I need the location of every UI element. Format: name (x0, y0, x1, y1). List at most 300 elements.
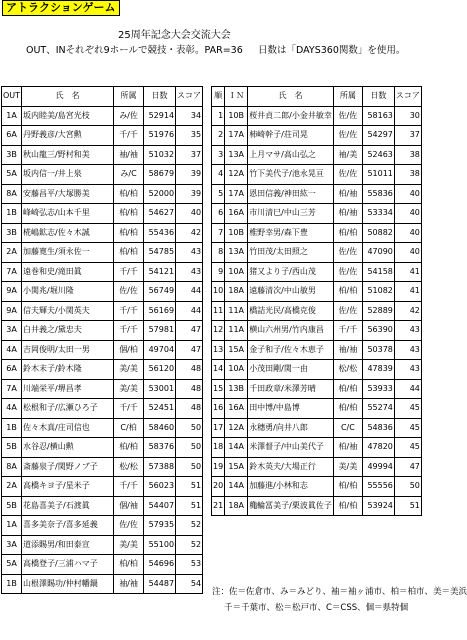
table-cell: 安藤昌平/大塚勝美 (22, 184, 114, 204)
table-row (212, 126, 422, 146)
table-cell: 1A (2, 106, 22, 126)
table-row (2, 243, 203, 263)
table-row (2, 126, 203, 146)
table-cell: 38 (394, 165, 421, 185)
table-cell: 17 (212, 418, 225, 438)
table-cell: 43 (394, 321, 421, 341)
column-header: スコア (176, 87, 203, 107)
table-cell: 57981 (144, 321, 176, 341)
legend-line-1: 注：佐＝佐倉市、み＝みどり、袖＝袖ヶ浦市、柏＝柏市、美＝美浜 (212, 587, 467, 597)
table-cell: 美/美 (333, 457, 362, 477)
table-cell: 17A (225, 184, 248, 204)
table-cell: 柏/柏 (114, 438, 144, 458)
table-cell: 柏/柏 (114, 184, 144, 204)
table-cell: 13A (225, 145, 248, 165)
table-cell: 1 (212, 106, 225, 126)
table-cell: 桜井貞二郎/小金井敏幸 (248, 106, 334, 126)
table-row (2, 438, 203, 458)
table-row (2, 360, 203, 380)
table-cell: 柏/袖 (333, 184, 362, 204)
out-results-table (1, 86, 203, 594)
table-cell: 56023 (144, 477, 176, 497)
table-cell: 43 (176, 262, 203, 282)
table-cell: 52914 (144, 106, 176, 126)
table-cell: 千/千 (114, 126, 144, 146)
table-cell: 1A (2, 516, 22, 536)
table-cell: 13B (225, 379, 248, 399)
table-cell: 50882 (362, 223, 394, 243)
table-cell: 金子和子/佐々木恵子 (248, 340, 334, 360)
table-cell: 43 (394, 340, 421, 360)
table-cell: 柏/柏 (114, 223, 144, 243)
table-row (2, 262, 203, 282)
table-cell: 58376 (144, 438, 176, 458)
table-row (2, 399, 203, 419)
table-cell: 9A (2, 301, 22, 321)
table-cell: 千/千 (333, 321, 362, 341)
table-cell: 6 (212, 204, 225, 224)
table-row (2, 555, 203, 575)
table-row (2, 418, 203, 438)
table-cell: 18A (225, 496, 248, 516)
table-row (2, 223, 203, 243)
table-cell: 11A (225, 301, 248, 321)
table-cell: 美/美 (114, 379, 144, 399)
table-cell: 56120 (144, 360, 176, 380)
table-row (2, 477, 203, 497)
table-row (212, 262, 422, 282)
table-cell: 54696 (144, 555, 176, 575)
table-cell: 山根澤賜功/仲村幡鍋 (22, 574, 114, 594)
table-row (212, 204, 422, 224)
table-cell: 54 (176, 574, 203, 594)
table-cell: 51032 (144, 145, 176, 165)
table-cell: 12A (225, 165, 248, 185)
table-cell: 15 (212, 379, 225, 399)
table-cell: 8 (212, 243, 225, 263)
table-cell: 30 (394, 106, 421, 126)
table-row (2, 204, 203, 224)
table-cell: 千/千 (114, 477, 144, 497)
table-cell: 7A (2, 262, 22, 282)
table-cell: 42 (394, 301, 421, 321)
table-cell: 柏/柏 (333, 399, 362, 419)
table-cell: 55274 (362, 399, 394, 419)
table-cell: 51 (394, 496, 421, 516)
column-header: ＩＮ (225, 87, 248, 107)
table-cell: 51082 (362, 282, 394, 302)
table-row (2, 574, 203, 594)
table-cell: 49704 (144, 340, 176, 360)
table-row (212, 399, 422, 419)
table-cell: 54121 (144, 262, 176, 282)
table-cell: 竹田茂/太田照之 (248, 243, 334, 263)
table-cell: 17A (225, 126, 248, 146)
table-cell: 横山六州男/竹内康昌 (248, 321, 334, 341)
table-cell: 千/千 (114, 399, 144, 419)
legend-line-2: 千＝千葉市、松＝松戸市、C＝CSS、個＝県特個 (224, 603, 409, 613)
table-cell: 16 (212, 399, 225, 419)
table-cell: 佐々木真/庄司信也 (22, 418, 114, 438)
table-cell: 53334 (362, 204, 394, 224)
table-cell: 千/千 (114, 262, 144, 282)
table-cell: 千/千 (114, 301, 144, 321)
table-cell: 7A (2, 379, 22, 399)
table-cell: 45 (394, 438, 421, 458)
table-cell: 47 (394, 457, 421, 477)
table-cell: 51011 (362, 165, 394, 185)
column-header: 氏 名 (248, 87, 334, 107)
table-cell: 4A (2, 399, 22, 419)
table-cell: 柏/袖 (333, 438, 362, 458)
table-cell: C/C (333, 418, 362, 438)
table-cell: 9 (212, 262, 225, 282)
table-cell: 佐/佐 (333, 106, 362, 126)
table-cell: 55436 (144, 223, 176, 243)
table-cell: 58460 (144, 418, 176, 438)
table-cell: 51 (176, 477, 203, 497)
table-cell: 5 (212, 184, 225, 204)
column-header: 氏 名 (22, 87, 114, 107)
table-cell: 16A (225, 399, 248, 419)
table-cell: 松/松 (333, 360, 362, 380)
table-cell: 3B (2, 145, 22, 165)
event-subtitle: 25周年記念大会交流大会 (118, 30, 231, 41)
table-row (212, 340, 422, 360)
table-cell: 56749 (144, 282, 176, 302)
table-row (212, 301, 422, 321)
table-cell: 39 (176, 184, 203, 204)
table-cell: 14A (225, 438, 248, 458)
table-row (212, 496, 422, 516)
table-cell: 柏/柏 (333, 282, 362, 302)
table-cell: 55836 (362, 184, 394, 204)
table-cell: 柿崎幹子/荘司晃 (248, 126, 334, 146)
table-cell: 44 (176, 282, 203, 302)
table-cell: 16A (225, 204, 248, 224)
table-row (212, 477, 422, 497)
table-cell: 47839 (362, 360, 394, 380)
table-cell: 8A (2, 184, 22, 204)
table-cell: 永穗勇/向井八郎 (248, 418, 334, 438)
table-cell: 54487 (144, 574, 176, 594)
table-cell: 12A (225, 418, 248, 438)
table-cell: 47820 (362, 438, 394, 458)
table-cell: 43 (176, 243, 203, 263)
table-cell: 54297 (362, 126, 394, 146)
table-row (212, 360, 422, 380)
table-cell: 1B (2, 418, 22, 438)
table-cell: 54785 (144, 243, 176, 263)
table-cell: 20 (212, 477, 225, 497)
table-cell: 喜多美奈子/喜多延義 (22, 516, 114, 536)
table-cell: 米澤督子/中山美代子 (248, 438, 334, 458)
table-cell: 35 (176, 126, 203, 146)
table-row (2, 145, 203, 165)
table-cell: 40 (394, 184, 421, 204)
table-cell: 52451 (144, 399, 176, 419)
table-cell: 1B (2, 574, 22, 594)
table-cell: 52463 (362, 145, 394, 165)
table-cell: 美/美 (114, 360, 144, 380)
table-cell: 40 (394, 204, 421, 224)
table-cell: 峰崎弘志/山本千里 (22, 204, 114, 224)
table-cell: 56169 (144, 301, 176, 321)
table-cell: 2A (2, 243, 22, 263)
table-cell: 1B (2, 204, 22, 224)
page-title: アトラクションゲーム (2, 0, 120, 16)
table-cell: 48 (176, 360, 203, 380)
table-cell: 44 (176, 301, 203, 321)
table-cell: 52 (176, 516, 203, 536)
table-cell: 57388 (144, 457, 176, 477)
table-cell: 田中博/中島博 (248, 399, 334, 419)
table-row (212, 184, 422, 204)
table-cell: み/佐 (114, 106, 144, 126)
table-cell: 5B (2, 438, 22, 458)
table-cell: 40 (176, 204, 203, 224)
table-cell: 高橋登子/三浦ハマ子 (22, 555, 114, 575)
table-cell: 56390 (362, 321, 394, 341)
table-cell: 千/千 (114, 321, 144, 341)
table-cell: 道添賜男/和田泰宣 (22, 535, 114, 555)
table-cell: 3 (212, 145, 225, 165)
table-cell: 白井義之/黛忠夫 (22, 321, 114, 341)
table-cell: 3A (2, 535, 22, 555)
table-cell: 54627 (144, 204, 176, 224)
table-cell: 48 (176, 379, 203, 399)
table-cell: 美/美 (114, 535, 144, 555)
table-cell: 椛嶋鉱志/佐々木誠 (22, 223, 114, 243)
table-row (2, 165, 203, 185)
table-cell: 38 (394, 145, 421, 165)
table-cell: 21 (212, 496, 225, 516)
table-row (212, 282, 422, 302)
table-cell: 12 (212, 321, 225, 341)
table-cell: 14A (225, 477, 248, 497)
table-cell: 13A (225, 243, 248, 263)
table-row (212, 165, 422, 185)
table-cell: 43 (394, 360, 421, 380)
table-cell: 遠藤清次/中山敏男 (248, 282, 334, 302)
table-cell: 57935 (144, 516, 176, 536)
table-cell: 52889 (362, 301, 394, 321)
table-cell: 柏/柏 (333, 477, 362, 497)
table-cell: 19 (212, 457, 225, 477)
table-cell: 柏/柏 (114, 204, 144, 224)
table-cell: 恩田信義/神田紘一 (248, 184, 334, 204)
table-cell: 41 (394, 262, 421, 282)
table-cell: 袖/美 (333, 145, 362, 165)
column-header: OUT (2, 87, 22, 107)
table-cell: 42 (176, 223, 203, 243)
table-cell: 加藤進/小林和志 (248, 477, 334, 497)
table-cell: 14 (212, 360, 225, 380)
table-cell: 柏/柏 (333, 223, 362, 243)
table-cell: 4 (212, 165, 225, 185)
table-cell: 佐/佐 (333, 243, 362, 263)
table-row (2, 321, 203, 341)
table-cell: 34 (176, 106, 203, 126)
table-cell: 37 (176, 145, 203, 165)
table-cell: 佐/佐 (114, 282, 144, 302)
table-cell: 55100 (144, 535, 176, 555)
table-cell: 秋山龍三/野村和美 (22, 145, 114, 165)
table-cell: 45 (394, 399, 421, 419)
table-row (2, 282, 203, 302)
column-header: 順 (212, 87, 225, 107)
table-row (212, 321, 422, 341)
table-cell: 9A (2, 282, 22, 302)
table-cell: 鈴木英夫/大場正行 (248, 457, 334, 477)
table-cell: 柏/柏 (114, 555, 144, 575)
days-calc-note: 日数は「DAYS360関数」を使用。 (258, 45, 406, 56)
column-header: 所属 (114, 87, 144, 107)
competition-rule: OUT、INそれぞれ9ホールで競技・表彰。PAR=36 (26, 45, 243, 56)
table-cell: 53 (176, 555, 203, 575)
table-cell: 坂内信一/井上泉 (22, 165, 114, 185)
table-cell: 50 (394, 477, 421, 497)
table-cell: 佐/佐 (333, 165, 362, 185)
table-cell: 5A (2, 165, 22, 185)
table-row (212, 379, 422, 399)
table-cell: 水谷忍/横山勲 (22, 438, 114, 458)
table-cell: 37 (394, 126, 421, 146)
table-cell: 小関兆/堀川隆 (22, 282, 114, 302)
table-row (212, 223, 422, 243)
table-cell: 斎藤泉子/関野ノブ子 (22, 457, 114, 477)
table-cell: 4A (2, 340, 22, 360)
table-cell: 50 (176, 457, 203, 477)
table-cell: 小茂田剛/関一由 (248, 360, 334, 380)
table-cell: 加藤寛生/須永佐一 (22, 243, 114, 263)
table-cell: 58163 (362, 106, 394, 126)
table-cell: 2 (212, 126, 225, 146)
table-cell: 柏/柏 (114, 243, 144, 263)
table-cell: 穐輪冨美子/栗波眞佐子 (248, 496, 334, 516)
table-row (212, 418, 422, 438)
table-cell: 47 (176, 340, 203, 360)
table-cell: 18 (212, 438, 225, 458)
table-cell: 47 (176, 321, 203, 341)
table-cell: 5A (2, 555, 22, 575)
table-cell: 49994 (362, 457, 394, 477)
table-cell: C/柏 (114, 418, 144, 438)
table-cell: 丹野義彦/大宮勲 (22, 126, 114, 146)
table-cell: 5B (2, 496, 22, 516)
out-table-header (2, 87, 203, 107)
table-cell: 10A (225, 360, 248, 380)
table-cell: 吉岡俊明/太田一男 (22, 340, 114, 360)
table-cell: 10 (212, 282, 225, 302)
table-cell: 袖/袖 (114, 574, 144, 594)
table-cell: 佐/佐 (114, 516, 144, 536)
table-row (2, 496, 203, 516)
affiliation-legend (212, 584, 467, 616)
table-row (2, 379, 203, 399)
table-cell: 45 (394, 418, 421, 438)
table-cell: 41 (394, 282, 421, 302)
table-cell: 44 (394, 379, 421, 399)
table-cell: 11 (212, 301, 225, 321)
table-cell: 袖/袖 (333, 340, 362, 360)
table-cell: 松/松 (114, 457, 144, 477)
table-cell: 柏/柏 (333, 496, 362, 516)
table-cell: 53001 (144, 379, 176, 399)
table-cell: 竹下美代子/池永晃亘 (248, 165, 334, 185)
table-cell: 47090 (362, 243, 394, 263)
table-cell: 54836 (362, 418, 394, 438)
table-cell: 佐/佐 (333, 262, 362, 282)
table-cell: 信夫輝夫/小関英夫 (22, 301, 114, 321)
column-header: 所属 (333, 87, 362, 107)
table-cell: 佐/佐 (333, 301, 362, 321)
table-cell: 6A (2, 126, 22, 146)
table-cell: 松根和子/広瀬ひろ子 (22, 399, 114, 419)
table-cell: 51976 (144, 126, 176, 146)
table-row (2, 340, 203, 360)
table-cell: 40 (394, 243, 421, 263)
table-cell: 花島喜美子/石渡眞 (22, 496, 114, 516)
column-header: 日数 (144, 87, 176, 107)
table-cell: 10B (225, 223, 248, 243)
table-cell: 55556 (362, 477, 394, 497)
table-cell: 50 (176, 418, 203, 438)
table-cell: 8A (2, 457, 22, 477)
table-cell: 坂内睦美/島宮光枝 (22, 106, 114, 126)
column-header: スコア (394, 87, 421, 107)
table-cell: 52 (176, 535, 203, 555)
table-cell: 53933 (362, 379, 394, 399)
table-cell: 48 (176, 399, 203, 419)
table-row (212, 457, 422, 477)
table-cell: 千田政章/米澤芳晴 (248, 379, 334, 399)
table-cell: 川端栄平/堺昌孝 (22, 379, 114, 399)
table-row (2, 535, 203, 555)
table-cell: 50 (176, 438, 203, 458)
table-cell: 遠巻和史/滝田眞 (22, 262, 114, 282)
table-cell: 椎野幸男/森下豊 (248, 223, 334, 243)
column-header: 日数 (362, 87, 394, 107)
table-cell: 高橋キヨ子/星米子 (22, 477, 114, 497)
table-cell: 52000 (144, 184, 176, 204)
in-results-table (211, 86, 422, 516)
table-cell: み/C (114, 165, 144, 185)
table-cell: 鈴木末子/鈴木隆 (22, 360, 114, 380)
table-cell: 15A (225, 457, 248, 477)
table-cell: 10A (225, 262, 248, 282)
table-cell: 18A (225, 282, 248, 302)
table-row (2, 301, 203, 321)
table-cell: 58679 (144, 165, 176, 185)
table-cell: 6A (2, 360, 22, 380)
table-cell: 51 (176, 496, 203, 516)
table-cell: 10B (225, 106, 248, 126)
table-cell: 15A (225, 340, 248, 360)
table-row (212, 145, 422, 165)
table-cell: 柏/柏 (333, 379, 362, 399)
table-row (2, 106, 203, 126)
table-row (212, 438, 422, 458)
table-cell: 市川清巳/中山三芳 (248, 204, 334, 224)
table-cell: 54158 (362, 262, 394, 282)
table-cell: 7 (212, 223, 225, 243)
table-row (212, 243, 422, 263)
table-cell: 50378 (362, 340, 394, 360)
table-cell: 個/柏 (114, 340, 144, 360)
table-cell: 上月マサ/高山弘之 (248, 145, 334, 165)
table-cell: 11A (225, 321, 248, 341)
